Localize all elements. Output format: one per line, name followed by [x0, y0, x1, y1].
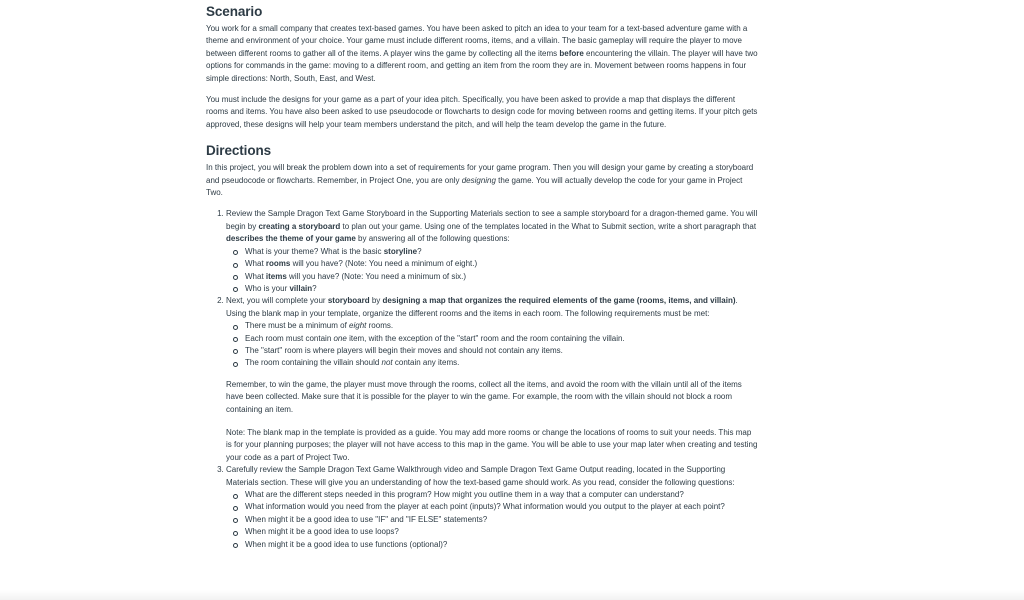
list-item: The "start" room is where players will begin their moves and should not contain any items.	[245, 345, 758, 357]
scenario-paragraph-1: You work for a small company that creates text-based games. You have been asked to pitch an idea to your team for a text-based adventure game with a theme and environment of your choice. Your game must include different rooms, items, and a villain. The basic gameplay will require the player to move between different rooms to gather all of the items. A player wins the game by collecting all the items before encountering the villain. The player will have two options for commands in the game: moving to a different room, and getting an item from the room they are in. Movement between rooms happens in four simple directions: North, South, East, and West.	[206, 24, 758, 83]
scenario-paragraph-2: You must include the designs for your game as a part of your idea pitch. Specifically, you have been asked to provide a map that displays the different rooms and items. You have also been asked to use pseudocode or flowcharts to design code for moving between rooms and getting items. If your pitch gets approved, these designs will help your team members understand the pitch, and will help the team develop the game in the future.	[206, 95, 758, 129]
bottom-fade	[0, 590, 1024, 600]
directions-steps	[206, 208, 758, 551]
step-1: 1. Review the Sample Dragon Text Game Storyboard in the Supporting Materials section to see a sample storyboard for a dragon-themed game. You will begin by creating a storyboard to plan out your game. Using one of the templates located in the What to Submit section, write a short paragraph that describes the theme of your game by answering all of the following questions: What is your theme? What is the basic storyline? What rooms will you have? (Note: You need a minimum of eight.) What items will you have? (Note: You need a minimum of six.) Who is your villain?	[226, 208, 758, 295]
list-item: What is your theme? What is the basic storyline?	[245, 246, 758, 258]
assignment-content	[206, 3, 758, 551]
step-2-remember-note: Remember, to win the game, the player must move through the rooms, collect all the items, and avoid the room with the villain until all of the items have been collected. Make sure that it is possible for the player to win the game. For example, the room with the villain should not block a room containing an item.	[226, 379, 742, 414]
list-item: What are the different steps needed in this program? How might you outline them in a way that a computer can understand?	[245, 489, 758, 501]
list-item: There must be a minimum of eight rooms.	[245, 320, 758, 332]
step-2-map-note: Note: The blank map in the template is provided as a guide. You may add more rooms or change the locations of rooms to suit your needs. This map is for your planning purposes; the player will not have access to this map in the game. You will be able to use your map later when creating and testing your code as a part of Project Two.	[226, 427, 758, 462]
step-2-requirements	[226, 320, 758, 370]
step-2: 2. Next, you will complete your storyboard by designing a map that organizes the required elements of the game (rooms, items, and villain). Using the blank map in your template, organize the different rooms and the items in each room. The following requirements must be met: There must be a minimum of eight rooms. Each room must contain one item, with the exception of the "start" room and the room containing the villain. The "start" room is where players will begin their moves and should not contain any items. The room containing the villain should not contain any items. Remember, to win the game, the player must move through the rooms, collect all the items, and avoid the room with the villain until all of the items have been collected. Make sure that it is possible for the player to win the game. For example, the room with the villain should not block a room containing an item. Note: The blank map in the template is provided as a guide. You may add more rooms or change the locations of rooms to suit your needs. This map is for your planning purposes; the player will not have access to this map in the game. You will be able to use your map later when creating and testing your code as a part of Project Two.	[226, 295, 758, 464]
list-item: Who is your villain?	[245, 283, 758, 295]
step-3: 3. Carefully review the Sample Dragon Text Game Walkthrough video and Sample Dragon Text Game Output reading, located in the Supporting Materials section. These will give you an understanding of how the text-based game should work. As you read, consider the following questions: What are the different steps needed in this program? How might you outline them in a way that a computer can understand? What information would you need from the player at each point (inputs)? What information would you output to the player at each point? When might it be a good idea to use "IF" and "IF ELSE" statements? When might it be a good idea to use loops? When might it be a good idea to use functions (optional)?	[226, 464, 758, 551]
step-1-questions	[226, 246, 758, 296]
list-item: When might it be a good idea to use functions (optional)?	[245, 539, 758, 551]
list-item: The room containing the villain should not contain any items.	[245, 357, 758, 369]
scenario-heading: Scenario	[206, 4, 263, 19]
list-item: When might it be a good idea to use loops?	[245, 526, 758, 538]
list-item: What information would you need from the player at each point (inputs)? What information would you output to the player at each point?	[245, 501, 758, 513]
list-item: When might it be a good idea to use "IF" and "IF ELSE" statements?	[245, 514, 758, 526]
directions-heading: Directions	[206, 143, 272, 159]
step-3-questions	[226, 489, 758, 551]
list-item: Each room must contain one item, with the exception of the "start" room and the room containing the villain.	[245, 333, 758, 345]
list-item: What items will you have? (Note: You need a minimum of six.)	[245, 271, 758, 283]
directions-intro: In this project, you will break the problem down into a set of requirements for your game program. Then you will design your game by creating a storyboard and pseudocode or flowcharts. Remember, in Project One, you are only designing the game. You will actually develop the code for your game in Project Two.	[206, 163, 754, 198]
list-item: What rooms will you have? (Note: You need a minimum of eight.)	[245, 258, 758, 270]
